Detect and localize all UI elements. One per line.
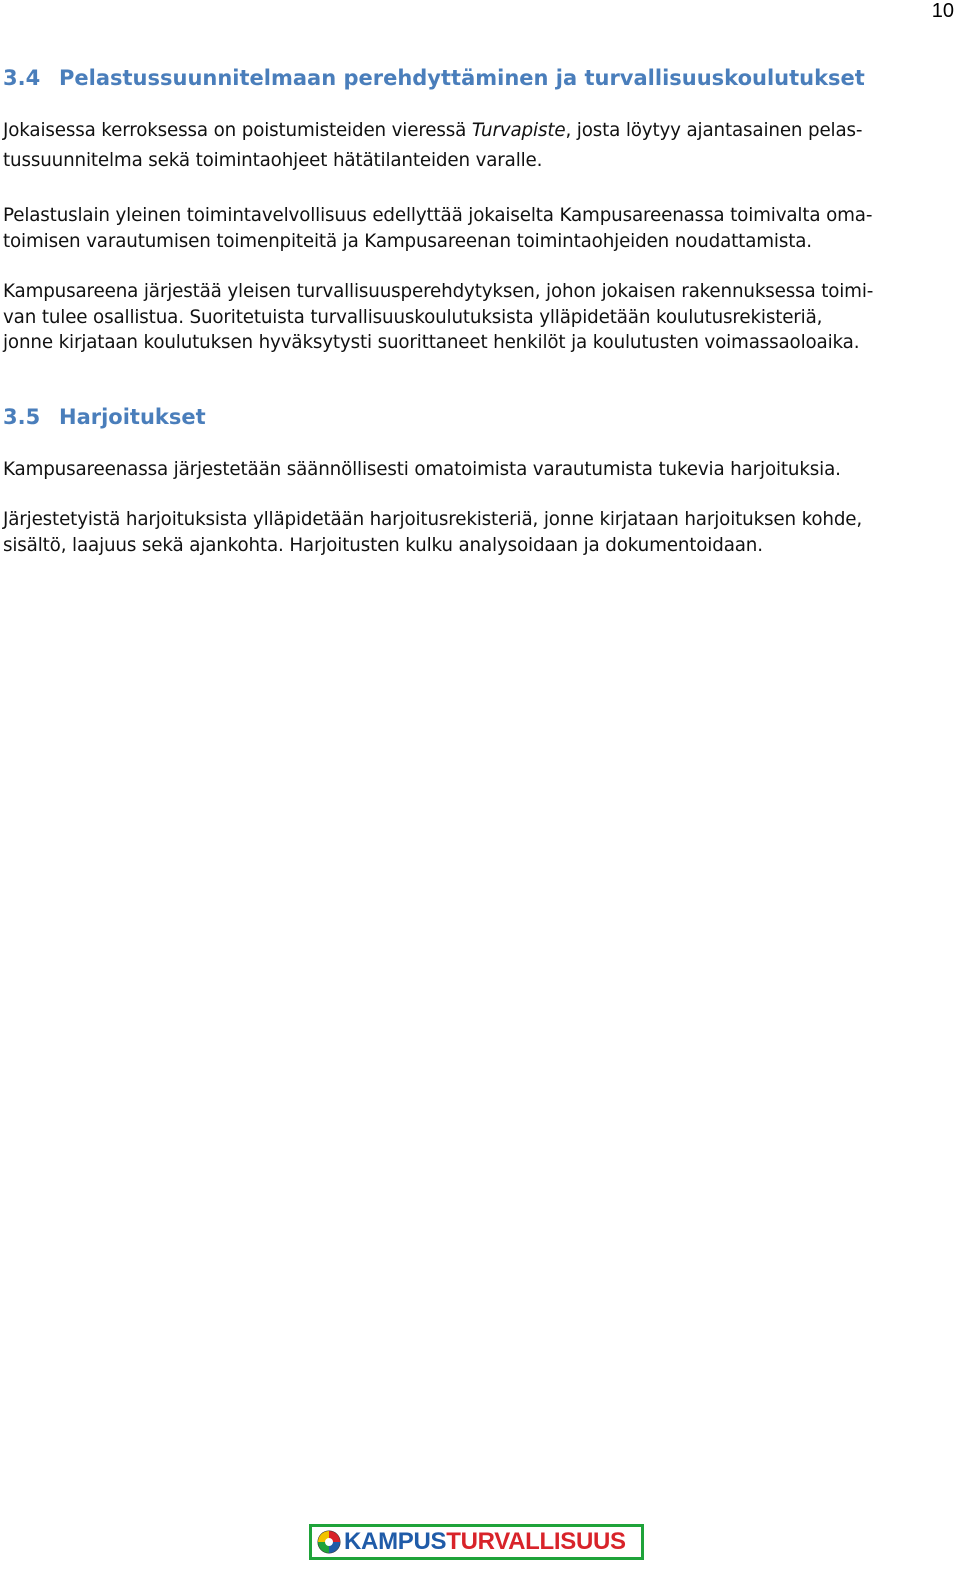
paragraph-line: Kampusareenassa järjestetään säännöllisesti omatoimista varautumista tukevia harjoituksia. bbox=[3, 459, 841, 480]
section-title: Pelastussuunnitelmaan perehdyttäminen ja turvallisuuskoulutukset bbox=[59, 66, 865, 90]
paragraph-line: sisältö, laajuus sekä ajankohta. Harjoitusten kulku analysoidaan ja dokumentoidaan. bbox=[3, 534, 763, 556]
paragraph-harjoitusrekisteri bbox=[3, 507, 955, 558]
logo-text-part1: KAMPUS bbox=[344, 1528, 447, 1555]
paragraph-line: toimisen varautumisen toimenpiteitä ja Kampusareenan toimintaohjeiden noudattamista. bbox=[3, 230, 812, 252]
text-run: Jokaisessa kerroksessa on poistumisteiden vieressä bbox=[3, 120, 472, 141]
paragraph-line: Järjestetyistä harjoituksista ylläpidetään harjoitusrekisteriä, jonne kirjataan harjoituksen kohde, bbox=[3, 509, 863, 530]
paragraph-perehdytys bbox=[3, 279, 955, 356]
paragraph-line bbox=[3, 116, 955, 146]
logo-ball-icon bbox=[317, 1530, 341, 1554]
paragraph-turvapiste bbox=[3, 116, 955, 176]
turvapiste-emphasis: Turvapiste bbox=[471, 120, 566, 141]
paragraph-line: tussuunnitelma sekä toimintaohjeet hätätilanteiden varalle. bbox=[3, 150, 543, 171]
paragraph-line: van tulee osallistua. Suoritetuista turvallisuuskoulutuksista ylläpidetään koulutusrekisteriä, bbox=[3, 306, 823, 328]
logo-text-part2: TURVALLISUUS bbox=[446, 1528, 626, 1555]
kampusturvallisuus-logo bbox=[309, 1524, 644, 1560]
section-title: Harjoitukset bbox=[59, 405, 206, 429]
section-heading-3-4 bbox=[3, 66, 865, 90]
paragraph-harjoitukset bbox=[3, 457, 955, 483]
logo-text bbox=[344, 1530, 626, 1554]
section-number: 3.5 bbox=[3, 405, 41, 429]
section-number: 3.4 bbox=[3, 66, 41, 90]
page-number: 10 bbox=[931, 0, 954, 22]
section-heading-3-5 bbox=[3, 405, 206, 429]
paragraph-line: Kampusareena järjestää yleisen turvallisuusperehdytyksen, johon jokaisen rakennuksessa toimi- bbox=[3, 281, 874, 302]
paragraph-line: jonne kirjataan koulutuksen hyväksytysti suorittaneet henkilöt ja koulutusten voimassaoloaika. bbox=[3, 332, 860, 353]
paragraph-pelastuslaki bbox=[3, 203, 955, 254]
paragraph-line: Pelastuslain yleinen toimintavelvollisuus edellyttää jokaiselta Kampusareenassa toimivalta oma- bbox=[3, 205, 873, 226]
text-run: , josta löytyy ajantasainen pelas- bbox=[565, 120, 863, 141]
